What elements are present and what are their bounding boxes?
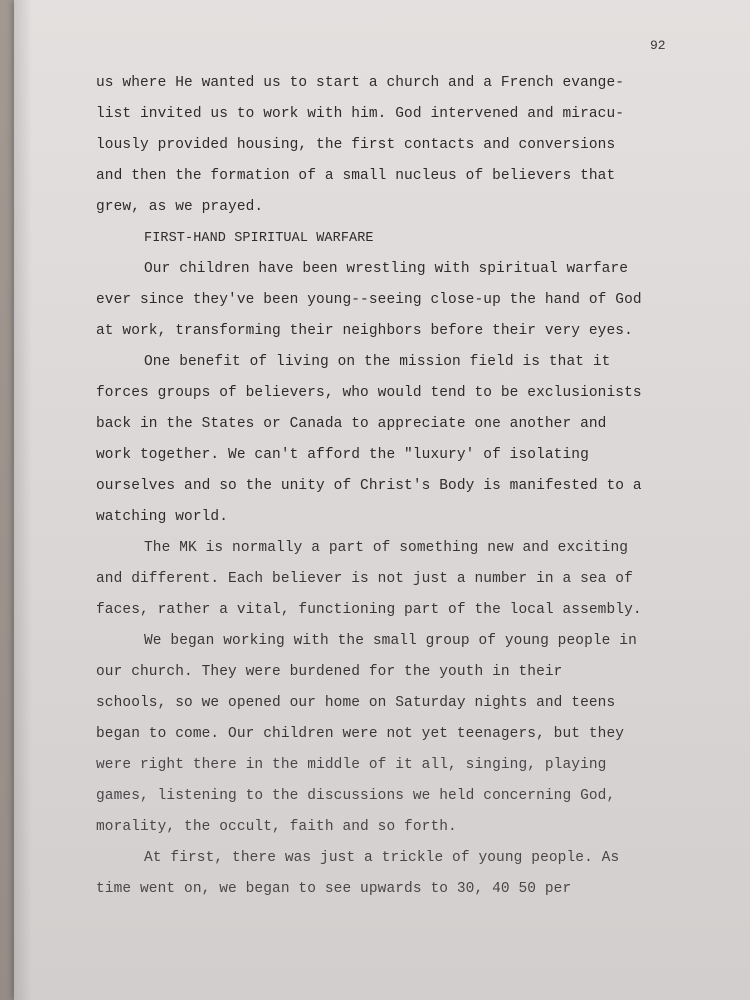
text-line: time went on, we began to see upwards to 30, 40 50 per (96, 881, 572, 897)
text-line: Our children have been wrestling with spiritual warfare (144, 261, 629, 277)
text-line: at work, transforming their neighbors before their very eyes. (96, 323, 633, 339)
text-line: The MK is normally a part of something new and exciting (144, 540, 629, 556)
text-line: faces, rather a vital, functioning part of the local assembly. (96, 602, 642, 618)
text-line: us where He wanted us to start a church and a French evange- (96, 75, 625, 91)
text-line: We began working with the small group of young people in (144, 633, 637, 649)
text-line: and then the formation of a small nucleus of believers that (96, 168, 616, 184)
text-line: One benefit of living on the mission field is that it (144, 354, 611, 370)
text-line: began to come. Our children were not yet teenagers, but they (96, 726, 625, 742)
section-heading: FIRST-HAND SPIRITUAL WARFARE (144, 231, 374, 246)
text-line: work together. We can't afford the "luxury' of isolating (96, 447, 589, 463)
page-number: 92 (650, 38, 666, 53)
document-page (14, 0, 750, 1000)
text-line: and different. Each believer is not just a number in a sea of (96, 571, 633, 587)
text-line: our church. They were burdened for the youth in their (96, 664, 563, 680)
text-line: games, listening to the discussions we held concerning God, (96, 788, 616, 804)
text-line: list invited us to work with him. God intervened and miracu- (96, 106, 625, 122)
text-line: schools, so we opened our home on Saturday nights and teens (96, 695, 616, 711)
text-line: watching world. (96, 509, 229, 525)
text-line: forces groups of believers, who would tend to be exclusionists (96, 385, 642, 401)
text-line: At first, there was just a trickle of young people. As (144, 850, 620, 866)
body-text (96, 68, 706, 905)
text-line: grew, as we prayed. (96, 199, 264, 215)
text-line: morality, the occult, faith and so forth. (96, 819, 457, 835)
text-line: back in the States or Canada to appreciate one another and (96, 416, 607, 432)
text-line: lously provided housing, the first contacts and conversions (96, 137, 616, 153)
text-line: were right there in the middle of it all, singing, playing (96, 757, 607, 773)
text-line: ourselves and so the unity of Christ's Body is manifested to a (96, 478, 642, 494)
text-line: ever since they've been young--seeing close-up the hand of God (96, 292, 642, 308)
